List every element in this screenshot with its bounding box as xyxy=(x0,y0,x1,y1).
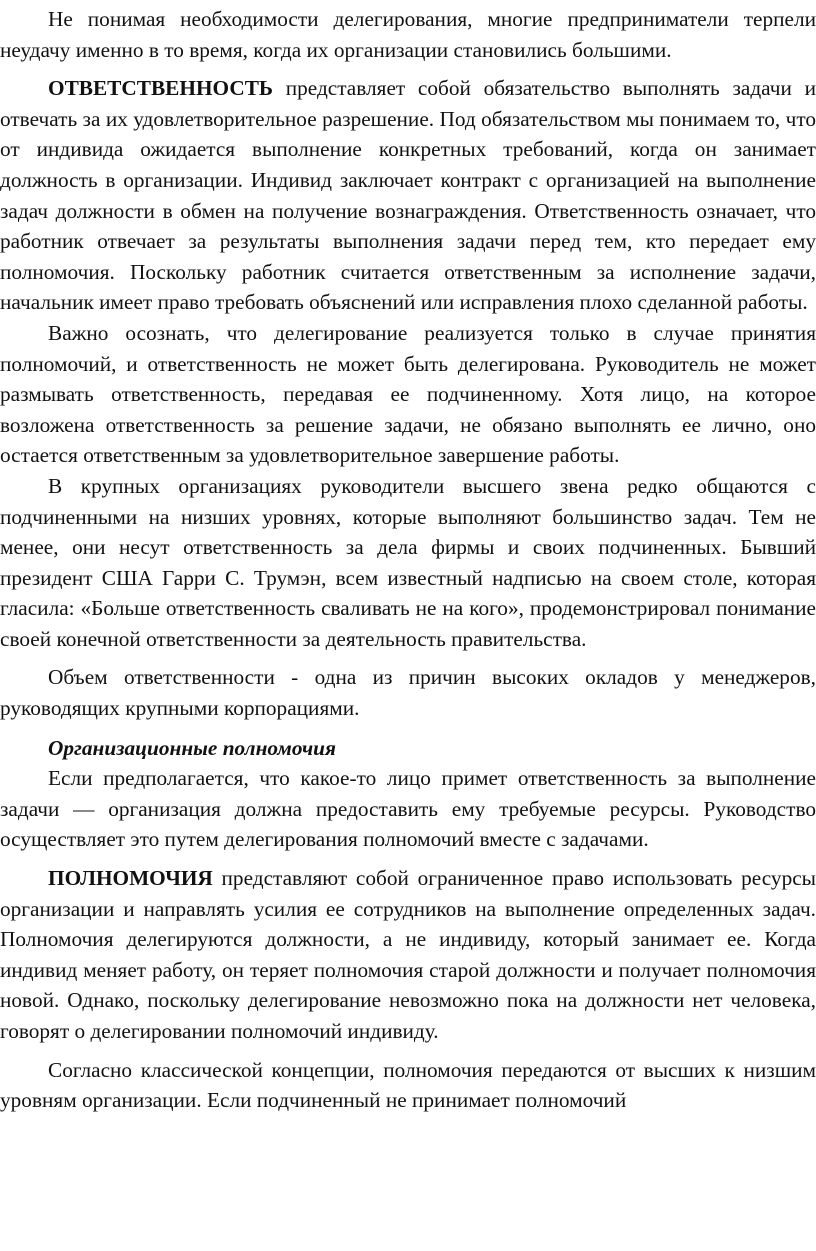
section-heading-organizational-authority: Организационные полномочия xyxy=(48,735,336,760)
paragraph-responsibility-not-delegated: Важно осознать, что делегирование реализуется только в случае принятия полномочий, и ответственность не может быть делегирована. Руководитель не может размывать ответственность, передавая ее подчиненному. Хотя лицо, на которое возложена ответственность за решение задачи, не обязано выполнять ее лично, оно остается ответственным за удовлетворительное завершение работы. xyxy=(0,320,816,468)
paragraph-responsibility-volume: Объем ответственности - одна из причин высоких окладов у менеджеров, руководящих крупными корпорациями. xyxy=(0,665,816,721)
paragraph-responsibility-text: представляет собой обязательство выполнять задачи и отвечать за их удовлетворительное разрешение. Под обязательством мы понимаем то, что от индивида ожидается выполнение конкретных требований, когда он занимает должность в организации. Индивид заключает контракт с организацией на выполнение задач должности в обмен на получение вознаграждения. Ответственность означает, что работник отвечает за результаты выполнения задачи перед тем, кто передает ему полномочия. Поскольку работник считается ответственным за исполнение задачи, начальник имеет право требовать объяснений или исправления плохо сделанной работы. xyxy=(0,76,816,315)
paragraph-large-organizations: В крупных организациях руководители высшего звена редко общаются с подчиненными на низших уровнях, которые выполняют большинство задач. Тем не менее, они несут ответственность за дела фирмы и своих подчиненных. Бывший президент США Гарри С. Трумэн, всем известный надписью на своем столе, которая гласила: «Больше ответственность сваливать не на кого», продемонстрировал понимание своей конечной ответственности за деятельность правительства. xyxy=(0,473,816,651)
paragraph-resources: Если предполагается, что какое-то лицо примет ответственность за выполнение задачи — организация должна предоставить ему требуемые ресурсы. Руководство осуществляет это путем делегирования полномочий вместе с задачами. xyxy=(0,766,816,852)
term-authority: ПОЛНОМОЧИЯ xyxy=(48,866,213,891)
paragraph-authority-definition xyxy=(0,863,816,1047)
paragraph-classical-concept: Согласно классической концепции, полномочия передаются от высших к низшим уровням организации. Если подчиненный не принимает полномочий xyxy=(0,1057,816,1113)
term-responsibility: ОТВЕТСТВЕННОСТЬ xyxy=(48,76,274,101)
paragraph-responsibility-definition xyxy=(0,73,816,318)
paragraph-authority-text: представляют собой ограниченное право использовать ресурсы организации и направлять усилия ее сотрудников на выполнение определенных задач. Полномочия делегируются должности, а не индивиду, который занимает ее. Когда индивид меняет работу, он теряет полномочия старой должности и получает полномочия новой. Однако, поскольку делегирование невозможно пока на должности нет человека, говорят о делегировании полномочий индивиду. xyxy=(0,866,816,1043)
paragraph-delegation-failure: Не понимая необходимости делегирования, многие предприниматели терпели неудачу именно в то время, когда их организации становились большими. xyxy=(0,7,816,62)
